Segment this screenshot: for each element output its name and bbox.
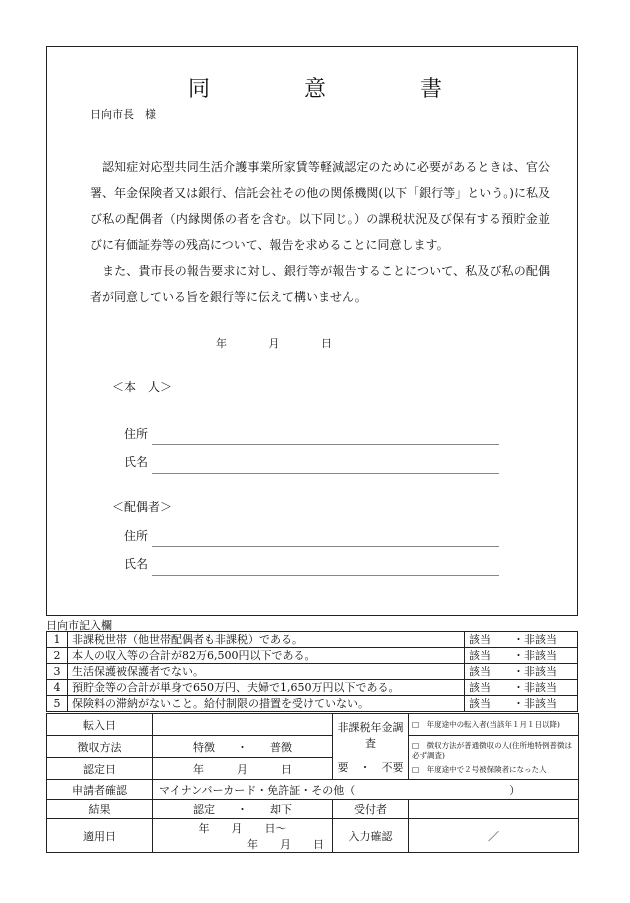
checklist-number: 2: [47, 648, 68, 664]
transfer-date-label: 転入日: [47, 714, 153, 736]
checklist-answer[interactable]: 該当 ・非該当: [465, 696, 578, 712]
date-year: 年: [216, 337, 227, 350]
apply-date-from: 年 月 日～: [198, 821, 287, 835]
addressee: 日向市長 様: [90, 108, 156, 121]
apply-date-to: 年 月 日: [247, 837, 324, 851]
checklist-number: 3: [47, 664, 68, 680]
spouse-name-field[interactable]: [152, 575, 499, 576]
self-name-field[interactable]: [152, 473, 499, 474]
checklist-row: [47, 664, 578, 680]
transfer-date-field[interactable]: [153, 714, 333, 736]
checklist-text: 保険料の滞納がないこと。給付制限の措置を受けていない。: [68, 696, 465, 712]
city-processing-table: [46, 713, 579, 853]
self-address-label: 住所: [124, 427, 149, 441]
collection-method-label: 徴収方法: [47, 736, 153, 758]
spouse-heading: ＜配偶者＞: [112, 500, 173, 514]
note-transfer[interactable]: □ 年度途中の転入者(当該年１月１日以降): [409, 714, 579, 736]
receiver-field[interactable]: [409, 800, 579, 819]
self-heading: ＜本 人＞: [112, 380, 173, 394]
consent-paragraph-2: また、貴市長の報告要求に対し、銀行等が報告することについて、私及び私の配偶者が同意している旨を銀行等に伝えて構いません。: [90, 264, 550, 304]
city-section-heading: 日向市記入欄: [46, 619, 112, 632]
page-title: 同 意 書: [187, 77, 478, 102]
spouse-address-label: 住所: [124, 529, 149, 543]
cert-date-value[interactable]: 年 月 日: [153, 758, 333, 780]
checklist-answer[interactable]: 該当 ・非該当: [465, 632, 578, 648]
result-label: 結果: [47, 800, 153, 819]
consent-body: [90, 154, 550, 310]
note-type2-text[interactable]: □ 年度途中で２号被保険者になった人: [412, 764, 547, 774]
cert-date-label: 認定日: [47, 758, 153, 780]
pension-check-value[interactable]: 要 ・ 不要: [337, 760, 404, 774]
eligibility-checklist: [46, 631, 578, 712]
checklist-number: 1: [47, 632, 68, 648]
checklist-row: [47, 648, 578, 664]
checklist-row: [47, 680, 578, 696]
input-check-value[interactable]: ／: [409, 819, 579, 853]
apply-date-label: 適用日: [47, 819, 153, 853]
pension-check-label: 非課税年金調査: [337, 720, 404, 750]
note-ordinary-collection: [409, 736, 579, 780]
checklist-answer[interactable]: 該当 ・非該当: [465, 648, 578, 664]
checklist-text: 生活保護被保護者でない。: [68, 664, 465, 680]
checklist-text: 非課税世帯（他世帯配偶者も非課税）である。: [68, 632, 465, 648]
apply-date-value[interactable]: [153, 819, 333, 853]
spouse-address-field[interactable]: [152, 546, 499, 547]
self-name-label: 氏名: [124, 455, 149, 469]
checklist-number: 5: [47, 696, 68, 712]
date-month: 月: [268, 337, 280, 350]
result-value[interactable]: 認定 ・ 却下: [153, 800, 333, 819]
pension-check-cell: [333, 714, 409, 780]
applicant-check-label: 申請者確認: [47, 780, 153, 800]
checklist-row: [47, 632, 578, 648]
date-day: 日: [321, 337, 332, 350]
input-check-label: 入力確認: [333, 819, 409, 853]
self-address-field[interactable]: [152, 444, 499, 445]
consent-paragraph-1: 認知症対応型共同生活介護事業所家賃等軽減認定のために必要があるときは、官公署、年金保険者又は銀行、信託会社その他の関係機関(以下「銀行等」という。)に私及び私の配偶者（内縁関係の者を含む。以下同じ。）の課税状況及び保有する預貯金並びに有価証券等の残高について、報告を求めることに同意します。: [90, 160, 550, 252]
spouse-name-label: 氏名: [124, 557, 149, 571]
collection-method-value[interactable]: 特徴 ・ 普徴: [153, 736, 333, 758]
checklist-answer[interactable]: 該当 ・非該当: [465, 664, 578, 680]
checklist-row: [47, 696, 578, 712]
checklist-answer[interactable]: 該当 ・非該当: [465, 680, 578, 696]
date-line: [216, 335, 370, 351]
note-ordinary-text[interactable]: □ 徴収方法が普通徴収の人(住所地特例普徴は必ず調査): [412, 740, 573, 760]
applicant-check-value[interactable]: マイナンバーカード・免許証・その他（ ）: [153, 780, 579, 800]
checklist-text: 預貯金等の合計が単身で650万円、夫婦で1,650万円以下である。: [68, 680, 465, 696]
receiver-label: 受付者: [333, 800, 409, 819]
checklist-text: 本人の収入等の合計が82万6,500円以下である。: [68, 648, 465, 664]
checklist-number: 4: [47, 680, 68, 696]
